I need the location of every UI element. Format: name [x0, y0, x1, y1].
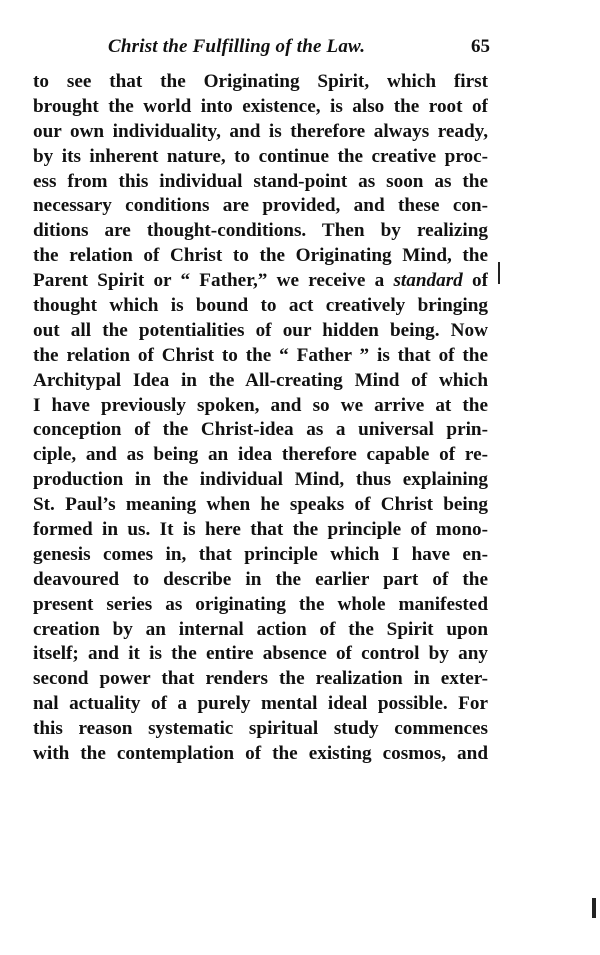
text-line: production in the individual Mind, thus explaining — [33, 469, 488, 491]
text-line: out all the potentialities of our hidden being. Now — [33, 319, 488, 341]
text-line: present series as originating the whole manifested — [33, 593, 488, 615]
text-line: the relation of Christ to the “ Father ” is that of the — [33, 344, 488, 366]
text-line: conception of the Christ-idea as a universal prin- — [33, 419, 488, 441]
text-line: genesis comes in, that principle which I have en- — [33, 543, 488, 565]
page-number: 65 — [471, 36, 490, 57]
text-line: by its inherent nature, to continue the creative proc- — [33, 145, 488, 167]
text-line: our own individuality, and is therefore always ready, — [33, 120, 488, 142]
text-segment: of — [472, 270, 488, 292]
text-line: this reason systematic spiritual study commences — [33, 718, 488, 740]
text-line: I have previously spoken, and so we arrive at the — [33, 394, 488, 416]
text-line: deavoured to describe in the earlier part of the — [33, 568, 488, 590]
text-line: itself; and it is the entire absence of control by any — [33, 643, 488, 665]
text-segment: Parent Spirit or “ Father,” we receive a — [33, 270, 385, 292]
text-line: brought the world into existence, is also the root of — [33, 95, 488, 117]
text-line: the relation of Christ to the Originating Mind, the — [33, 245, 488, 267]
text-line: to see that the Originating Spirit, which first — [33, 71, 488, 92]
text-line: ciple, and as being an idea therefore capable of re- — [33, 444, 488, 466]
text-line: creation by an internal action of the Spirit upon — [33, 618, 488, 640]
page-header — [108, 36, 490, 64]
text-line — [33, 269, 488, 294]
text-line: Architypal Idea in the All-creating Mind of which — [33, 369, 488, 391]
italic-word: standard — [393, 270, 463, 292]
text-line: necessary conditions are provided, and these con- — [33, 195, 488, 217]
text-line: with the contemplation of the existing cosmos, and — [33, 743, 488, 765]
running-title: Christ the Fulfilling of the Law. — [108, 36, 366, 57]
body-text — [33, 70, 488, 767]
text-line: nal actuality of a purely mental ideal possible. For — [33, 693, 488, 715]
scan-mark — [592, 898, 596, 918]
text-line: thought which is bound to act creatively bringing — [33, 295, 488, 317]
scan-mark — [498, 262, 500, 284]
text-line: formed in us. It is here that the principle of mono- — [33, 519, 488, 541]
text-line: ditions are thought-conditions. Then by realizing — [33, 220, 488, 242]
text-line: second power that renders the realization in exter- — [33, 668, 488, 690]
text-line: ess from this individual stand-point as soon as the — [33, 170, 488, 192]
text-line: St. Paul’s meaning when he speaks of Christ being — [33, 494, 488, 516]
